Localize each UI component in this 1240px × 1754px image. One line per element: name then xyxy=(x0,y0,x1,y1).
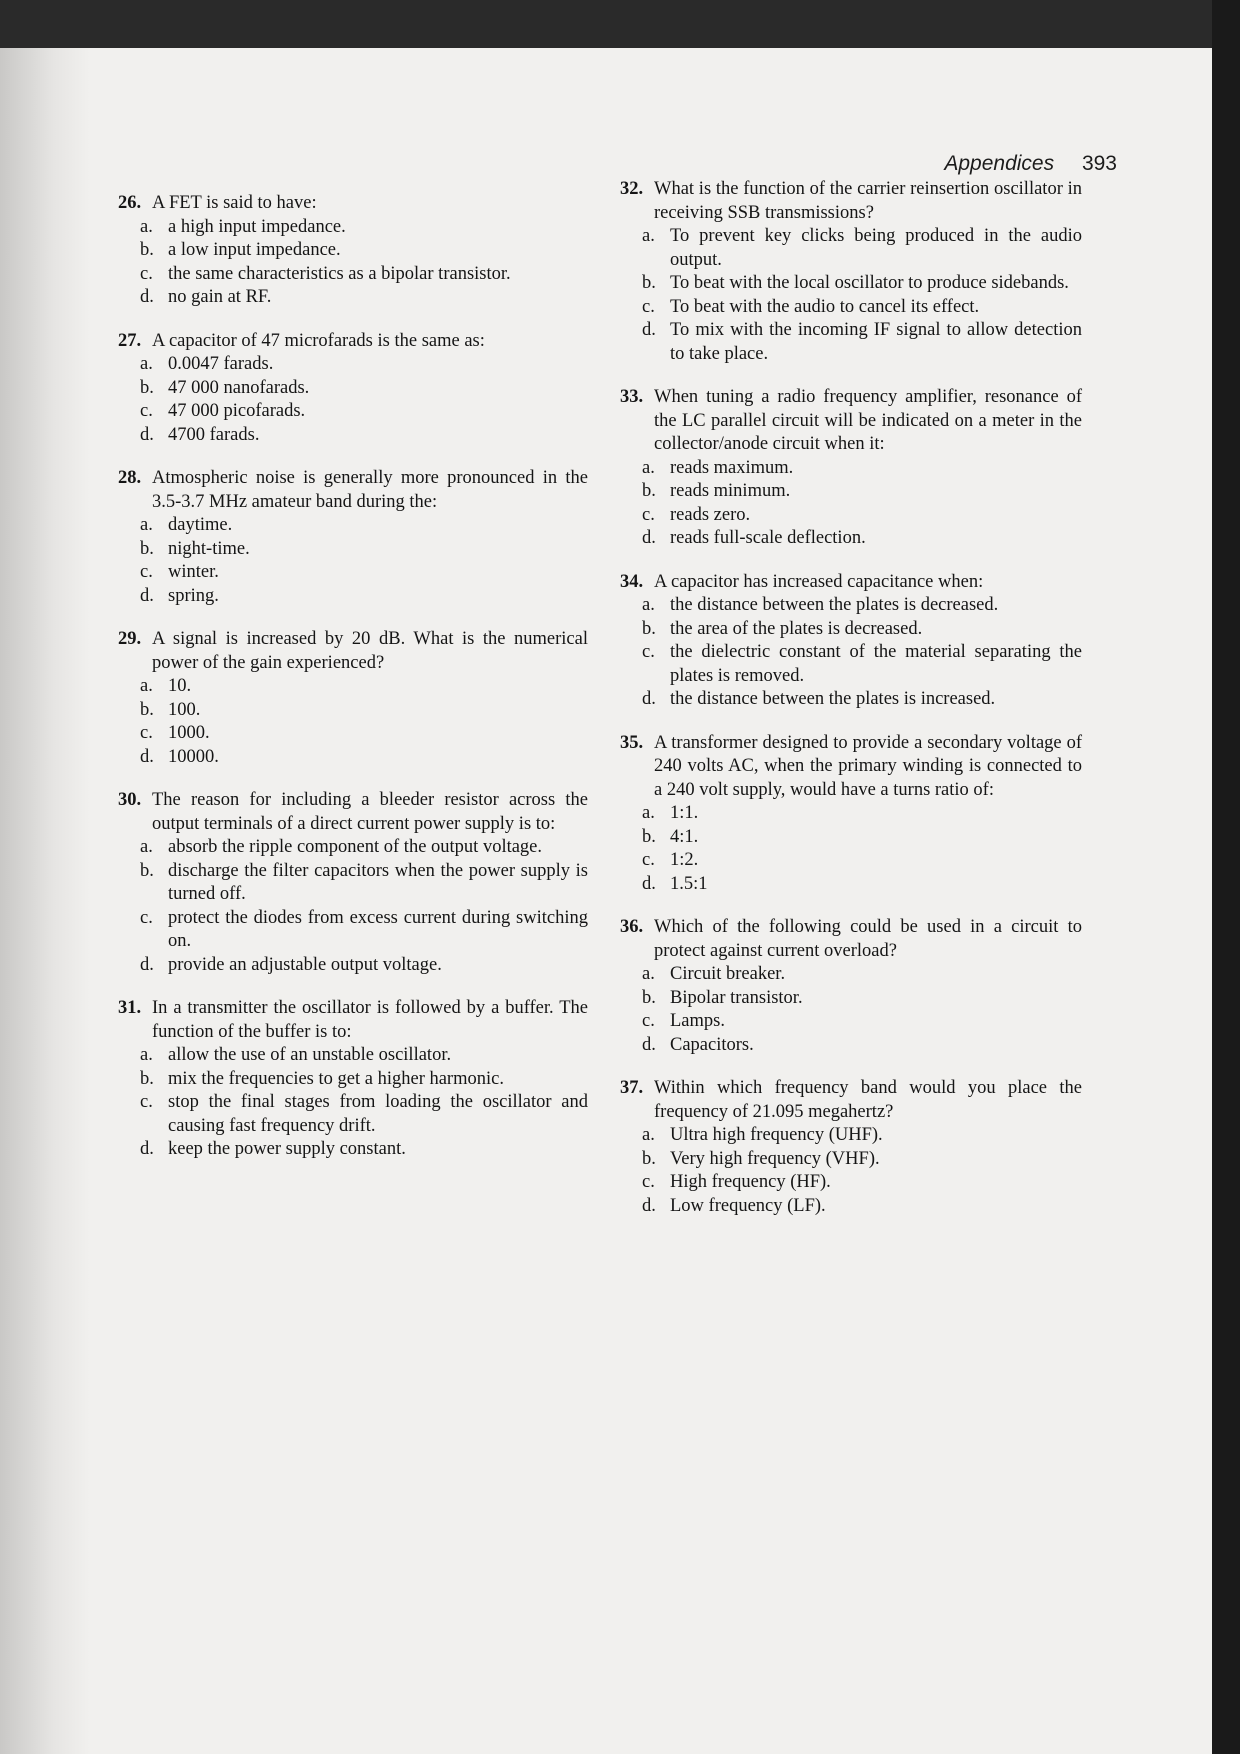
option-text: the area of the plates is decreased. xyxy=(670,618,923,639)
answer-option xyxy=(140,286,588,310)
option-text: 100. xyxy=(168,699,201,720)
option-text: absorb the ripple component of the output voltage. xyxy=(168,837,543,857)
question-stem xyxy=(620,386,1082,457)
option-text: 1.5:1 xyxy=(670,873,708,894)
answer-option xyxy=(140,424,588,448)
answer-option xyxy=(642,688,1082,712)
option-label: a. xyxy=(140,837,153,857)
answer-option xyxy=(140,400,588,424)
option-label: d. xyxy=(140,287,154,307)
question-item xyxy=(118,192,588,310)
question-number: 32. xyxy=(620,179,644,199)
option-text: protect the diodes from excess current during switching on. xyxy=(168,907,588,951)
question-item xyxy=(620,386,1082,551)
question-stem xyxy=(620,916,1082,963)
section-title: Appendices xyxy=(944,152,1055,175)
option-text: Lamps. xyxy=(670,1011,725,1031)
option-text: 1:2. xyxy=(670,850,699,870)
option-label: b. xyxy=(140,1068,154,1089)
answer-option xyxy=(140,954,588,978)
answer-option xyxy=(642,527,1082,551)
question-number: 31. xyxy=(118,998,142,1018)
answer-option xyxy=(642,618,1082,642)
question-item xyxy=(620,178,1082,366)
option-text: winter. xyxy=(168,562,219,582)
option-label: a. xyxy=(642,226,655,246)
option-text: Circuit breaker. xyxy=(670,964,786,984)
answer-option xyxy=(140,1091,588,1138)
answer-option xyxy=(642,457,1082,481)
option-text: 4:1. xyxy=(670,826,699,847)
option-label: a. xyxy=(642,457,655,478)
answer-option xyxy=(140,585,588,609)
option-label: c. xyxy=(140,907,153,928)
question-number: 34. xyxy=(620,571,644,592)
answer-option xyxy=(140,538,588,562)
answer-option xyxy=(642,272,1082,296)
question-text: Within which frequency band would you place the frequency of 21.095 megahertz? xyxy=(654,1078,1082,1122)
answer-option xyxy=(140,239,588,263)
question-number: 33. xyxy=(620,387,644,407)
option-label: d. xyxy=(140,424,154,445)
question-text: A transformer designed to provide a secondary voltage of 240 volts AC, when the primary winding is connected to a 240 volt supply, would have a turns ratio of: xyxy=(654,732,1082,800)
option-label: c. xyxy=(140,401,153,421)
question-item xyxy=(620,732,1082,897)
option-label: c. xyxy=(642,1011,655,1031)
option-label: d. xyxy=(140,1139,154,1159)
answer-option xyxy=(642,963,1082,987)
option-label: d. xyxy=(642,873,656,894)
option-text: 47 000 nanofarads. xyxy=(168,377,310,398)
question-stem xyxy=(118,467,588,514)
question-stem xyxy=(118,789,588,836)
option-text: reads full-scale deflection. xyxy=(670,528,866,548)
answer-option xyxy=(642,826,1082,850)
option-text: Ultra high frequency (UHF). xyxy=(670,1125,883,1145)
option-text: no gain at RF. xyxy=(168,287,272,307)
option-text: a low input impedance. xyxy=(168,240,341,260)
question-text: Which of the following could be used in a circuit to protect against current overload? xyxy=(654,917,1082,961)
option-label: b. xyxy=(140,860,154,881)
option-label: b. xyxy=(140,377,154,398)
page-number: 393 xyxy=(1081,152,1117,175)
question-item xyxy=(118,789,588,977)
option-text: reads zero. xyxy=(670,504,751,525)
question-number: 27. xyxy=(118,330,142,351)
option-label: b. xyxy=(642,987,656,1008)
option-text: 10000. xyxy=(168,746,219,767)
question-text: In a transmitter the oscillator is followed by a buffer. The function of the buffer is to: xyxy=(152,998,588,1042)
option-label: b. xyxy=(642,481,656,501)
question-number: 26. xyxy=(118,193,142,213)
answer-option xyxy=(140,1044,588,1068)
option-label: b. xyxy=(140,699,154,720)
scan-edge xyxy=(1212,0,1240,1754)
answer-option xyxy=(642,594,1082,618)
answer-option xyxy=(642,1124,1082,1148)
option-label: c. xyxy=(140,1092,153,1112)
question-item xyxy=(620,571,1082,712)
answer-option xyxy=(642,480,1082,504)
option-text: To beat with the audio to cancel its effect. xyxy=(670,296,980,317)
question-stem xyxy=(118,192,588,216)
question-number: 29. xyxy=(118,629,142,649)
answer-option xyxy=(140,722,588,746)
option-label: b. xyxy=(140,240,154,260)
option-text: 47 000 picofarads. xyxy=(168,401,306,421)
question-text: The reason for including a bleeder resistor across the output terminals of a direct current power supply is to: xyxy=(152,790,588,834)
answer-option xyxy=(140,561,588,585)
option-text: To prevent key clicks being produced in the audio output. xyxy=(670,226,1082,270)
option-text: High frequency (HF). xyxy=(670,1172,831,1192)
option-text: reads minimum. xyxy=(670,481,791,501)
option-text: To beat with the local oscillator to produce sidebands. xyxy=(670,273,1069,293)
option-text: stop the final stages from loading the oscillator and causing fast frequency drift. xyxy=(168,1092,588,1136)
option-label: c. xyxy=(642,504,655,525)
question-item xyxy=(620,1077,1082,1218)
answer-option xyxy=(140,263,588,287)
answer-option xyxy=(642,849,1082,873)
option-label: d. xyxy=(642,1034,656,1055)
question-stem xyxy=(620,571,1082,595)
option-label: a. xyxy=(140,1045,153,1065)
option-label: d. xyxy=(642,320,656,340)
question-text: A FET is said to have: xyxy=(152,193,317,213)
question-stem xyxy=(620,1077,1082,1124)
answer-option xyxy=(140,216,588,240)
option-label: b. xyxy=(140,538,154,559)
option-text: 1000. xyxy=(168,723,210,743)
option-label: c. xyxy=(140,723,153,743)
question-text: A signal is increased by 20 dB. What is the numerical power of the gain experienced? xyxy=(152,629,588,673)
answer-option xyxy=(140,746,588,770)
option-text: the dielectric constant of the material separating the plates is removed. xyxy=(670,642,1082,686)
answer-option xyxy=(642,504,1082,528)
option-label: b. xyxy=(642,273,656,293)
answer-option xyxy=(140,836,588,860)
answer-option xyxy=(140,514,588,538)
option-text: 1:1. xyxy=(670,803,699,823)
answer-option xyxy=(140,377,588,401)
option-label: c. xyxy=(642,296,655,317)
option-label: a. xyxy=(140,515,153,535)
answer-option xyxy=(140,907,588,954)
option-text: provide an adjustable output voltage. xyxy=(168,954,442,975)
option-text: daytime. xyxy=(168,515,233,535)
question-text: When tuning a radio frequency amplifier, resonance of the LC parallel circuit will be indicated on a meter in the collector/anode circuit when it: xyxy=(654,387,1082,454)
option-text: the distance between the plates is decreased. xyxy=(670,595,999,615)
question-text: Atmospheric noise is generally more pronounced in the 3.5-3.7 MHz amateur band during the: xyxy=(152,468,588,512)
question-number: 28. xyxy=(118,468,142,488)
option-label: a. xyxy=(140,354,153,374)
answer-option xyxy=(140,1138,588,1162)
option-label: b. xyxy=(642,826,656,847)
question-stem xyxy=(118,997,588,1044)
answer-option xyxy=(642,1148,1082,1172)
answer-option xyxy=(642,1171,1082,1195)
question-item xyxy=(118,997,588,1162)
option-text: keep the power supply constant. xyxy=(168,1139,406,1159)
option-label: c. xyxy=(140,263,153,284)
left-column xyxy=(118,192,588,1182)
question-stem xyxy=(620,732,1082,803)
question-text: A capacitor has increased capacitance when: xyxy=(654,571,984,592)
option-label: c. xyxy=(642,850,655,870)
option-text: allow the use of an unstable oscillator. xyxy=(168,1045,452,1065)
answer-option xyxy=(642,1034,1082,1058)
option-label: d. xyxy=(140,585,154,606)
option-label: a. xyxy=(642,595,655,615)
right-column xyxy=(620,178,1082,1238)
answer-option xyxy=(642,1195,1082,1219)
option-text: reads maximum. xyxy=(670,457,794,478)
answer-option xyxy=(642,987,1082,1011)
option-text: Very high frequency (VHF). xyxy=(670,1148,880,1169)
option-text: the same characteristics as a bipolar transistor. xyxy=(168,263,511,284)
option-label: d. xyxy=(642,1195,656,1216)
option-text: 0.0047 farads. xyxy=(168,354,274,374)
question-item xyxy=(118,628,588,769)
question-item xyxy=(118,330,588,448)
option-text: Bipolar transistor. xyxy=(670,987,803,1008)
option-text: Low frequency (LF). xyxy=(670,1195,826,1216)
answer-option xyxy=(140,353,588,377)
option-label: b. xyxy=(642,1148,656,1169)
answer-option xyxy=(140,675,588,699)
option-label: c. xyxy=(642,1172,655,1192)
question-stem xyxy=(118,628,588,675)
option-label: d. xyxy=(642,689,656,709)
option-label: a. xyxy=(642,964,655,984)
answer-option xyxy=(642,319,1082,366)
option-text: spring. xyxy=(168,585,219,606)
answer-option xyxy=(642,802,1082,826)
option-label: a. xyxy=(642,803,655,823)
question-text: What is the function of the carrier reinsertion oscillator in receiving SSB transmissions? xyxy=(654,179,1082,223)
page-header xyxy=(944,152,1117,176)
option-text: 10. xyxy=(168,676,192,696)
option-label: b. xyxy=(642,618,656,639)
question-item xyxy=(118,467,588,608)
option-label: c. xyxy=(642,642,655,662)
answer-option xyxy=(140,1068,588,1092)
option-text: a high input impedance. xyxy=(168,216,346,237)
option-label: d. xyxy=(140,746,154,767)
question-number: 30. xyxy=(118,790,142,810)
option-text: discharge the filter capacitors when the power supply is turned off. xyxy=(168,860,588,904)
question-text: A capacitor of 47 microfarads is the same as: xyxy=(152,330,485,351)
answer-option xyxy=(642,296,1082,320)
option-text: Capacitors. xyxy=(670,1034,754,1055)
question-number: 36. xyxy=(620,917,644,937)
answer-option xyxy=(140,699,588,723)
option-label: d. xyxy=(642,528,656,548)
option-text: mix the frequencies to get a higher harmonic. xyxy=(168,1068,504,1089)
option-text: night-time. xyxy=(168,538,250,559)
question-stem xyxy=(620,178,1082,225)
answer-option xyxy=(642,1010,1082,1034)
question-number: 35. xyxy=(620,732,644,753)
question-number: 37. xyxy=(620,1078,644,1098)
option-label: a. xyxy=(642,1125,655,1145)
option-label: c. xyxy=(140,562,153,582)
answer-option xyxy=(642,225,1082,272)
question-item xyxy=(620,916,1082,1057)
option-text: To mix with the incoming IF signal to allow detection to take place. xyxy=(670,320,1082,364)
option-text: the distance between the plates is increased. xyxy=(670,689,996,709)
question-stem xyxy=(118,330,588,354)
option-label: a. xyxy=(140,216,153,237)
answer-option xyxy=(642,641,1082,688)
option-text: 4700 farads. xyxy=(168,424,260,445)
option-label: a. xyxy=(140,676,153,696)
option-label: d. xyxy=(140,954,154,975)
answer-option xyxy=(140,860,588,907)
answer-option xyxy=(642,873,1082,897)
